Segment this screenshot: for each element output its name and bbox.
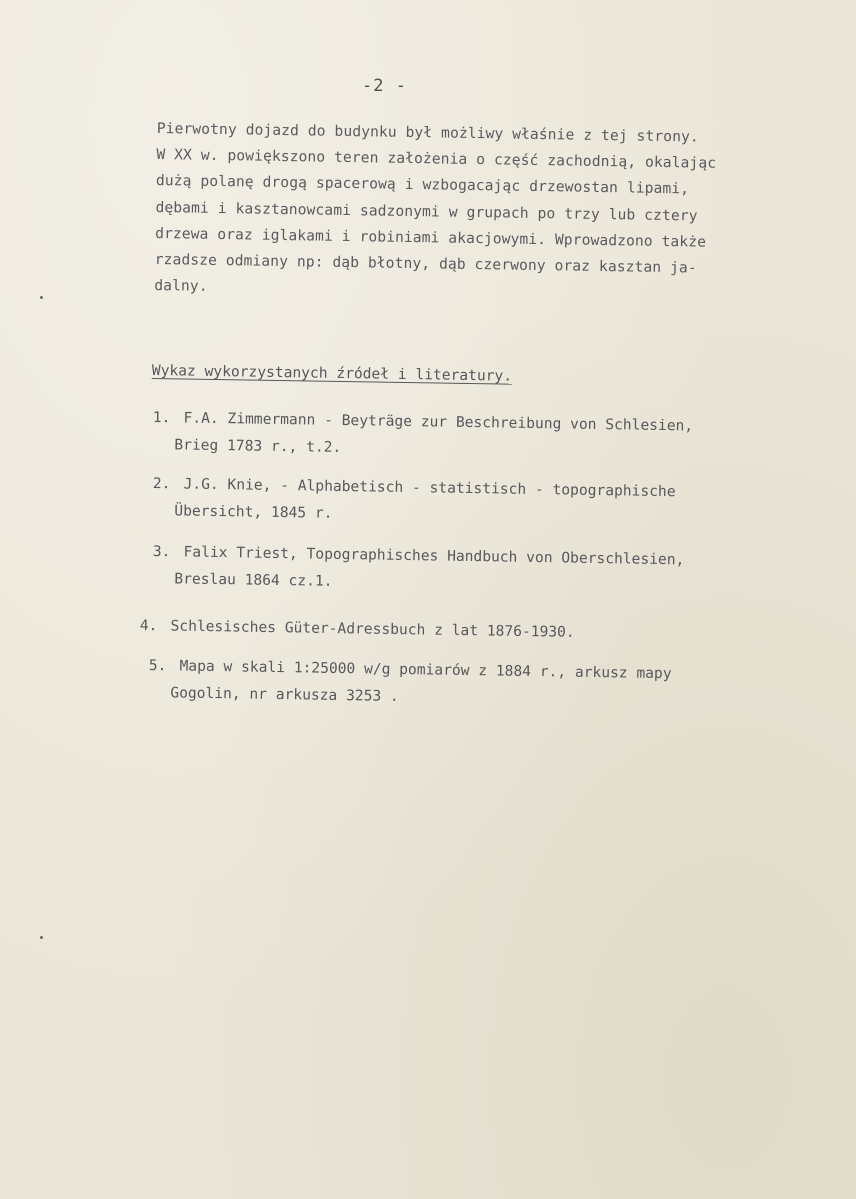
reference-text: F.A. Zimmermann - Beyträge zur Beschreibung von Schlesien,	[183, 409, 694, 435]
page-number: -2 -	[362, 76, 407, 96]
reference-line	[140, 612, 575, 646]
reference-number: 2.	[152, 474, 171, 493]
reference-text: Schlesisches Güter-Adressbuch z lat 1876-1930.	[170, 617, 575, 641]
paragraph-line: dębami i kasztanowcami sadzonymi w grupach po trzy lub cztery	[155, 198, 698, 225]
paragraph-line: Pierwotny dojazd do budynku był możliwy właśnie z tej strony.	[156, 119, 699, 146]
reference-number: 4.	[139, 616, 158, 635]
paragraph-line: dalny.	[154, 277, 208, 296]
reference-item	[152, 404, 693, 466]
reference-line: Breslau 1864 cz.1.	[174, 570, 333, 590]
reference-item	[140, 612, 575, 646]
bibliography-heading: Wykaz wykorzystanych źródeł i literatury.	[151, 362, 513, 385]
reference-line: Brieg 1783 r., t.2.	[174, 436, 342, 456]
punch-mark	[40, 936, 43, 939]
reference-number: 3.	[152, 542, 171, 561]
reference-number: 1.	[152, 408, 171, 427]
reference-text: Falix Triest, Topographisches Handbuch von Oberschlesien,	[183, 543, 685, 569]
reference-text: J.G. Knie, - Alphabetisch - statistisch - topographische	[183, 475, 676, 501]
reference-number: 5.	[148, 656, 167, 675]
paragraph-line: W XX w. powiększono teren założenia o część zachodnią, okalając	[156, 146, 717, 172]
paragraph-line: drzewa oraz iglakami i robiniami akacjowymi. Wprowadzono także	[155, 224, 707, 251]
paragraph-line: dużą polanę drogą spacerową i wzbogacając drzewostan lipami,	[155, 172, 690, 198]
reference-line: Gogolin, nr arkusza 3253 .	[170, 684, 399, 705]
reference-item	[148, 652, 672, 714]
paragraph-line: rzadsze odmiany np: dąb błotny, dąb czerwony oraz kasztan ja-	[154, 250, 697, 277]
reference-line: Übersicht, 1845 r.	[174, 502, 333, 522]
reference-item	[152, 470, 676, 532]
reference-text: Mapa w skali 1:25000 w/g pomiarów z 1884 r., arkusz mapy	[179, 657, 672, 683]
punch-mark	[40, 296, 43, 299]
reference-item	[152, 538, 684, 600]
